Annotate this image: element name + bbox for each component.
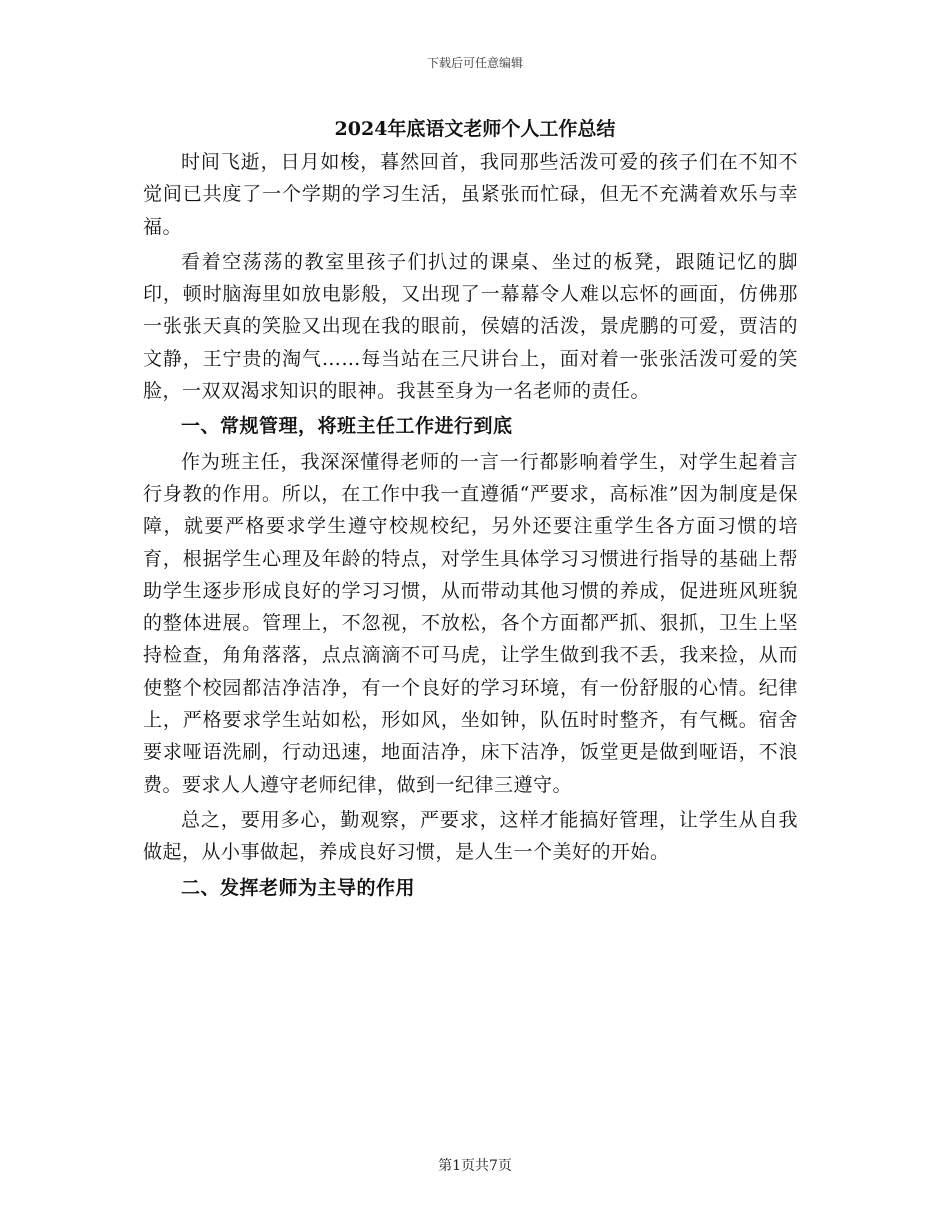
document-title: 2024年底语文老师个人工作总结 <box>334 118 616 140</box>
paragraph-summary: 总之，要用多心，勤观察，严要求，这样才能搞好管理，让学生从自我做起，从小事做起，养成良好习惯，是人生一个美好的开始。 <box>143 808 798 864</box>
paragraph-intro: 时间飞逝，日月如梭，暮然回首，我同那些活泼可爱的孩子们在不知不觉间已共度了一个学期的学习生活，虽紧张而忙碌，但无不充满着欢乐与幸福。 <box>143 151 798 238</box>
document-body <box>143 146 798 904</box>
section-heading-teacher-role: 二、发挥老师为主导的作用 <box>181 876 416 899</box>
page-number-footer: 第1页共7页 <box>438 1158 512 1174</box>
paragraph-memories: 看着空荡荡的教室里孩子们扒过的课桌、坐过的板凳，跟随记忆的脚印，顿时脑海里如放电影般，又出现了一幕幕令人难以忘怀的画面，仿佛那一张张天真的笑脸又出现在我的眼前，侯嬉的活泼，景虎鹏的可爱，贾洁的文静，王宁贵的淘气……每当站在三尺讲台上，面对着一张张活泼可爱的笑脸，一双双渴求知识的眼神。我甚至身为一名老师的责任。 <box>143 250 798 403</box>
section-heading-routine-management: 一、常规管理，将班主任工作进行到底 <box>181 415 513 438</box>
paragraph-class-management: 作为班主任，我深深懂得老师的一言一行都影响着学生，对学生起着言行身教的作用。所以，在工作中我一直遵循“严要求，高标准”因为制度是保障，就要严格要求学生遵守校规校纪，另外还要注重学生各方面习惯的培育，根据学生心理及年龄的特点，对学生具体学习习惯进行指导的基础上帮助学生逐步形成良好的学习习惯，从而带动其他习惯的养成，促进班风班貌的整体进展。管理上，不忽视，不放松，各个方面都严抓、狠抓，卫生上坚持检查，角角落落，点点滴滴不可马虎，让学生做到我不丢，我来捡，从而使整个校园都洁净洁净，有一个良好的学习环境，有一份舒服的心情。纪律上，严格要求学生站如松，形如风，坐如钟，队伍时时整齐，有气概。宿舍要求哑语洗刷，行动迅速，地面洁净，床下洁净，饭堂更是做到哑语，不浪费。要求人人遵守老师纪律，做到一纪律三遵守。 <box>143 450 798 796</box>
header-note: 下载后可任意编辑 <box>426 56 523 70</box>
